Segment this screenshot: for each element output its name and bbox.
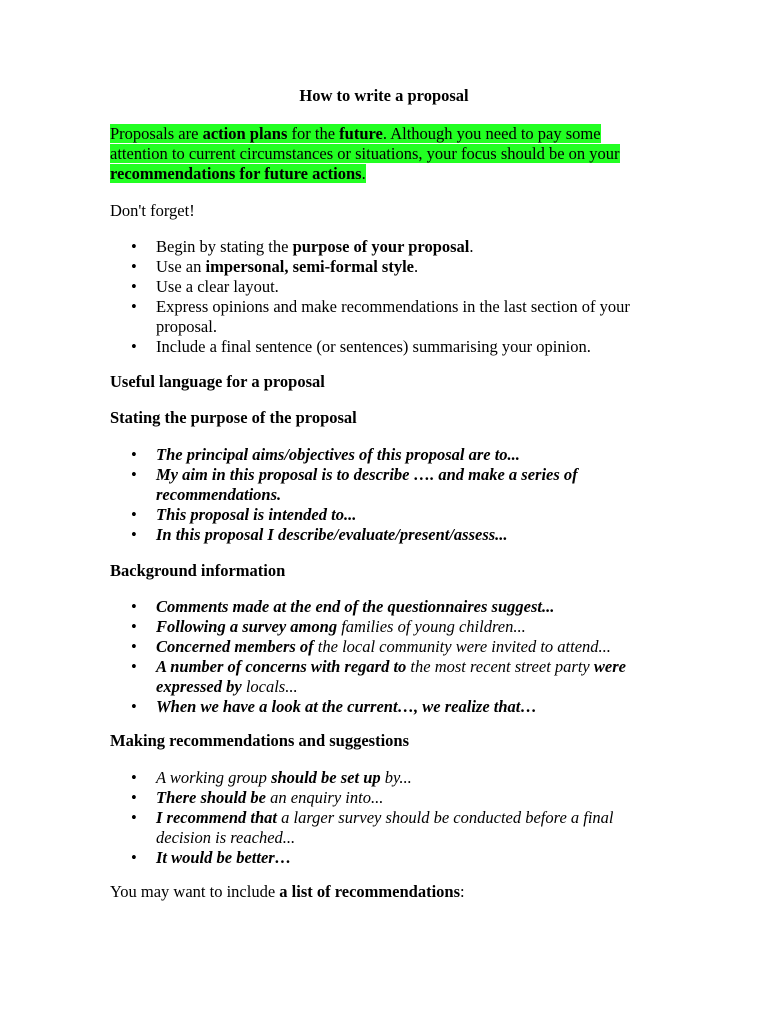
bullets_recommend-0-run-2: by...	[380, 768, 412, 787]
recommendation-phrases-list	[110, 768, 670, 868]
bullet-icon: •	[131, 337, 137, 356]
intro-highlight-run-6: .	[361, 164, 366, 183]
intro-highlight	[110, 124, 620, 183]
bullet-icon: •	[131, 637, 137, 656]
bullet-icon: •	[131, 697, 137, 716]
bullet-icon: •	[131, 657, 137, 676]
bullet-icon: •	[131, 237, 137, 256]
bullets_background-1-run-1: families of young children...	[337, 617, 526, 636]
list-item	[110, 465, 670, 505]
bullets_purpose-0-run-0: The principal aims/objectives of this proposal are to...	[156, 445, 520, 464]
closing-paragraph-run-0: You may want to include	[110, 882, 280, 901]
list-item	[110, 597, 670, 617]
closing-paragraph-run-1: a list of recommendations	[279, 882, 460, 901]
general-tips-list	[110, 237, 670, 357]
bullets_purpose-2-run-0: This proposal is intended to...	[156, 505, 357, 524]
bullet-icon: •	[131, 788, 137, 807]
bullet-icon: •	[131, 808, 137, 827]
bullet-icon: •	[131, 505, 137, 524]
list-item	[110, 237, 670, 257]
bullet-icon: •	[131, 257, 137, 276]
list-item	[110, 257, 670, 277]
closing-paragraph-run-2: :	[460, 882, 465, 901]
dont-forget-text: Don't forget!	[110, 201, 195, 220]
intro-highlight-run-3: future	[339, 124, 383, 143]
bullet-icon: •	[131, 597, 137, 616]
bullet-icon: •	[131, 277, 137, 296]
bullets_background-3-run-3: locals...	[241, 677, 298, 696]
intro-highlight-run-4: . Although you need to pay some attention to current circumstances or situations, your focus should be on your	[110, 124, 620, 163]
bullets_purpose-1-run-0: My aim in this proposal is to describe …. and make a series of recommendations.	[156, 465, 578, 504]
bullets_background-0-run-0: Comments made at the end of the questionnaires suggest...	[156, 597, 555, 616]
bullets_recommend-2-run-0: I recommend that	[156, 808, 278, 827]
bullets_background-3-run-0: A number of concerns with regard to	[156, 657, 407, 676]
list-item	[110, 768, 670, 788]
list-item	[110, 445, 670, 465]
bullets_background-2-run-1: the local community were invited to attend...	[313, 637, 611, 656]
bullets_background-4-run-0: When we have a look at the current…, we realize that…	[156, 697, 537, 716]
intro-highlight-run-0: Proposals are	[110, 124, 203, 143]
bullet-icon: •	[131, 848, 137, 867]
background-phrases-list	[110, 597, 670, 717]
bullets_background-2-run-0: Concerned members of	[156, 637, 314, 656]
document-title: How to write a proposal	[299, 86, 469, 105]
intro-highlight-run-2: for the	[287, 124, 340, 143]
bullets_recommend-1-run-1: an enquiry into...	[266, 788, 384, 807]
intro-highlight-run-1: action plans	[202, 124, 288, 143]
list-item	[110, 788, 670, 808]
heading-background-information: Background information	[110, 561, 286, 580]
bullets_general-4-run-0: Include a final sentence (or sentences) summarising your opinion.	[156, 337, 591, 356]
bullets_general-0-run-0: Begin by stating the	[156, 237, 293, 256]
list-item	[110, 848, 670, 868]
bullet-icon: •	[131, 297, 137, 316]
bullets_general-1-run-0: Use an	[156, 257, 206, 276]
bullet-icon: •	[131, 465, 137, 484]
bullets_recommend-1-run-0: There should be	[156, 788, 267, 807]
heading-stating-purpose: Stating the purpose of the proposal	[110, 408, 357, 427]
bullets_general-1-run-2: .	[413, 257, 419, 276]
bullets_background-1-run-0: Following a survey among	[156, 617, 338, 636]
list-item	[110, 277, 670, 297]
bullets_background-3-run-1: the most recent street party	[406, 657, 594, 676]
list-item	[110, 297, 670, 337]
bullet-icon: •	[131, 445, 137, 464]
bullets_general-1-run-1: impersonal, semi-formal style	[205, 257, 414, 276]
heading-useful-language: Useful language for a proposal	[110, 372, 325, 391]
bullet-icon: •	[131, 617, 137, 636]
intro-highlight-run-5: recommendations for future actions	[110, 164, 362, 183]
bullets_purpose-3-run-0: In this proposal I describe/evaluate/present/assess...	[156, 525, 508, 544]
bullets_recommend-3-run-0: It would be better…	[156, 848, 292, 867]
list-item	[110, 505, 670, 525]
bullets_background-3-run-2: were expressed by	[156, 657, 626, 696]
closing-paragraph	[110, 882, 465, 902]
list-item	[110, 525, 670, 545]
list-item	[110, 657, 670, 697]
bullets_recommend-0-run-1: should be set up	[271, 768, 381, 787]
bullets_general-3-run-0: Express opinions and make recommendations in the last section of your proposal.	[156, 297, 630, 336]
bullet-icon: •	[131, 525, 137, 544]
list-item	[110, 697, 670, 717]
list-item	[110, 808, 670, 848]
bullets_general-0-run-1: purpose of your proposal	[292, 237, 470, 256]
purpose-phrases-list	[110, 445, 670, 545]
heading-making-recommendations: Making recommendations and suggestions	[110, 731, 410, 750]
list-item	[110, 637, 670, 657]
list-item	[110, 617, 670, 637]
bullets_recommend-0-run-0: A working group	[156, 768, 272, 787]
bullet-icon: •	[131, 768, 137, 787]
list-item	[110, 337, 670, 357]
bullets_general-0-run-2: .	[469, 237, 474, 256]
intro-paragraph	[110, 124, 650, 184]
bullets_general-2-run-0: Use a clear layout.	[156, 277, 279, 296]
bullets_recommend-2-run-1: a larger survey should be conducted before a final decision is reached...	[156, 808, 614, 847]
